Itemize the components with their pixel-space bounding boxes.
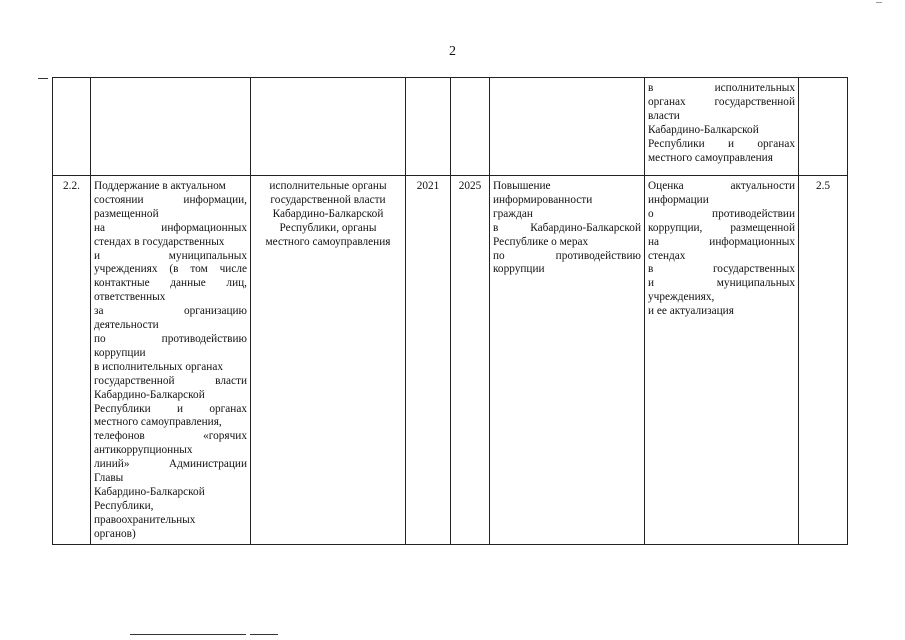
scan-mark xyxy=(876,2,882,3)
text-line: и ее актуализация xyxy=(648,305,734,318)
text-line: размещенной xyxy=(94,207,159,220)
cell-executors xyxy=(251,78,406,176)
text-line: Республике о мерах xyxy=(493,235,589,248)
text-line: стендах xyxy=(648,249,686,262)
text-line: Кабардино-Балкарской xyxy=(94,388,205,401)
text-line: местного самоуправления xyxy=(265,235,391,248)
text-line: Поддержание в актуальном xyxy=(94,180,226,192)
text-line: Республики и органах xyxy=(648,137,795,150)
row-number: 2.2. xyxy=(53,176,91,545)
footnote-rule-short xyxy=(250,634,278,635)
text-line: Оценка актуальности xyxy=(648,180,795,192)
text-line: о противодействии xyxy=(648,207,795,220)
text-line: на информационных xyxy=(648,235,795,248)
executors xyxy=(251,176,406,545)
text-line: деятельности xyxy=(94,319,159,332)
text-line: Кабардино-Балкарской xyxy=(94,485,205,498)
text-line: Главы xyxy=(94,472,124,485)
start-year: 2021 xyxy=(406,176,451,545)
text-line: исполнительные органы xyxy=(269,180,387,192)
text-line: антикоррупционных xyxy=(94,444,193,457)
text-line: граждан xyxy=(493,207,533,220)
text-line: телефонов «горячих xyxy=(94,430,247,443)
indicator xyxy=(645,176,799,545)
text-line: в Кабардино-Балкарской xyxy=(493,221,641,234)
cell-result-continuation xyxy=(645,78,799,176)
text-line: информированности xyxy=(493,193,593,206)
cell-measure xyxy=(91,78,251,176)
text-line: в государственных xyxy=(648,263,795,276)
text-line: государственной власти xyxy=(270,193,386,206)
text-line: коррупции xyxy=(493,263,545,276)
cell-number xyxy=(53,78,91,176)
text-line: власти xyxy=(648,109,680,122)
table-row-2-2 xyxy=(53,176,848,545)
text-line: правоохранительных xyxy=(94,513,196,526)
table-row-continuation xyxy=(53,78,848,176)
text-line: Республики, xyxy=(94,499,154,512)
text-line: на информационных xyxy=(94,221,247,234)
text-line: информации xyxy=(648,193,709,206)
text-line: органов) xyxy=(94,527,136,540)
text-line: по противодействию xyxy=(493,249,641,262)
measures-table xyxy=(52,77,848,545)
text-line: линий» Администрации xyxy=(94,458,247,471)
text-line: местного самоуправления xyxy=(648,151,773,164)
text-line: учреждениях, xyxy=(648,291,715,304)
text-line: за организацию xyxy=(94,305,247,318)
text-line: Кабардино-Балкарской xyxy=(272,207,384,220)
measure-description xyxy=(91,176,251,545)
footnote-rule xyxy=(130,634,246,635)
text-line: в исполнительных органах xyxy=(94,360,223,373)
cell-start-year xyxy=(406,78,451,176)
text-line: учреждениях (в том числе xyxy=(94,263,247,276)
text-line: Повышение xyxy=(493,180,551,192)
text-line: стендах в государственных xyxy=(94,235,225,248)
end-year: 2025 xyxy=(451,176,490,545)
text-line: и муниципальных xyxy=(648,277,795,290)
text-line: органах государственной xyxy=(648,95,795,108)
text-line: контактные данные лиц, xyxy=(94,277,247,290)
text-line: ответственных xyxy=(94,291,166,304)
text-line: Кабардино-Балкарской xyxy=(648,123,759,136)
margin-tick xyxy=(38,78,48,79)
text-line: по противодействию xyxy=(94,332,247,345)
text-line: в исполнительных xyxy=(648,82,795,94)
cell-end-year xyxy=(451,78,490,176)
text-line: коррупции, размещенной xyxy=(648,221,795,234)
text-line: местного самоуправления, xyxy=(94,416,222,429)
expected-result xyxy=(490,176,645,545)
text-line: государственной власти xyxy=(94,374,247,387)
text-line: и муниципальных xyxy=(94,249,247,262)
cell-expected-result xyxy=(490,78,645,176)
page-number: 2 xyxy=(449,44,456,59)
cell-task-ref xyxy=(799,78,848,176)
text-line: коррупции xyxy=(94,346,146,359)
task-reference: 2.5 xyxy=(799,176,848,545)
text-line: Республики, органы xyxy=(279,221,377,234)
text-line: Республики и органах xyxy=(94,402,247,415)
text-line: состоянии информации, xyxy=(94,193,247,206)
